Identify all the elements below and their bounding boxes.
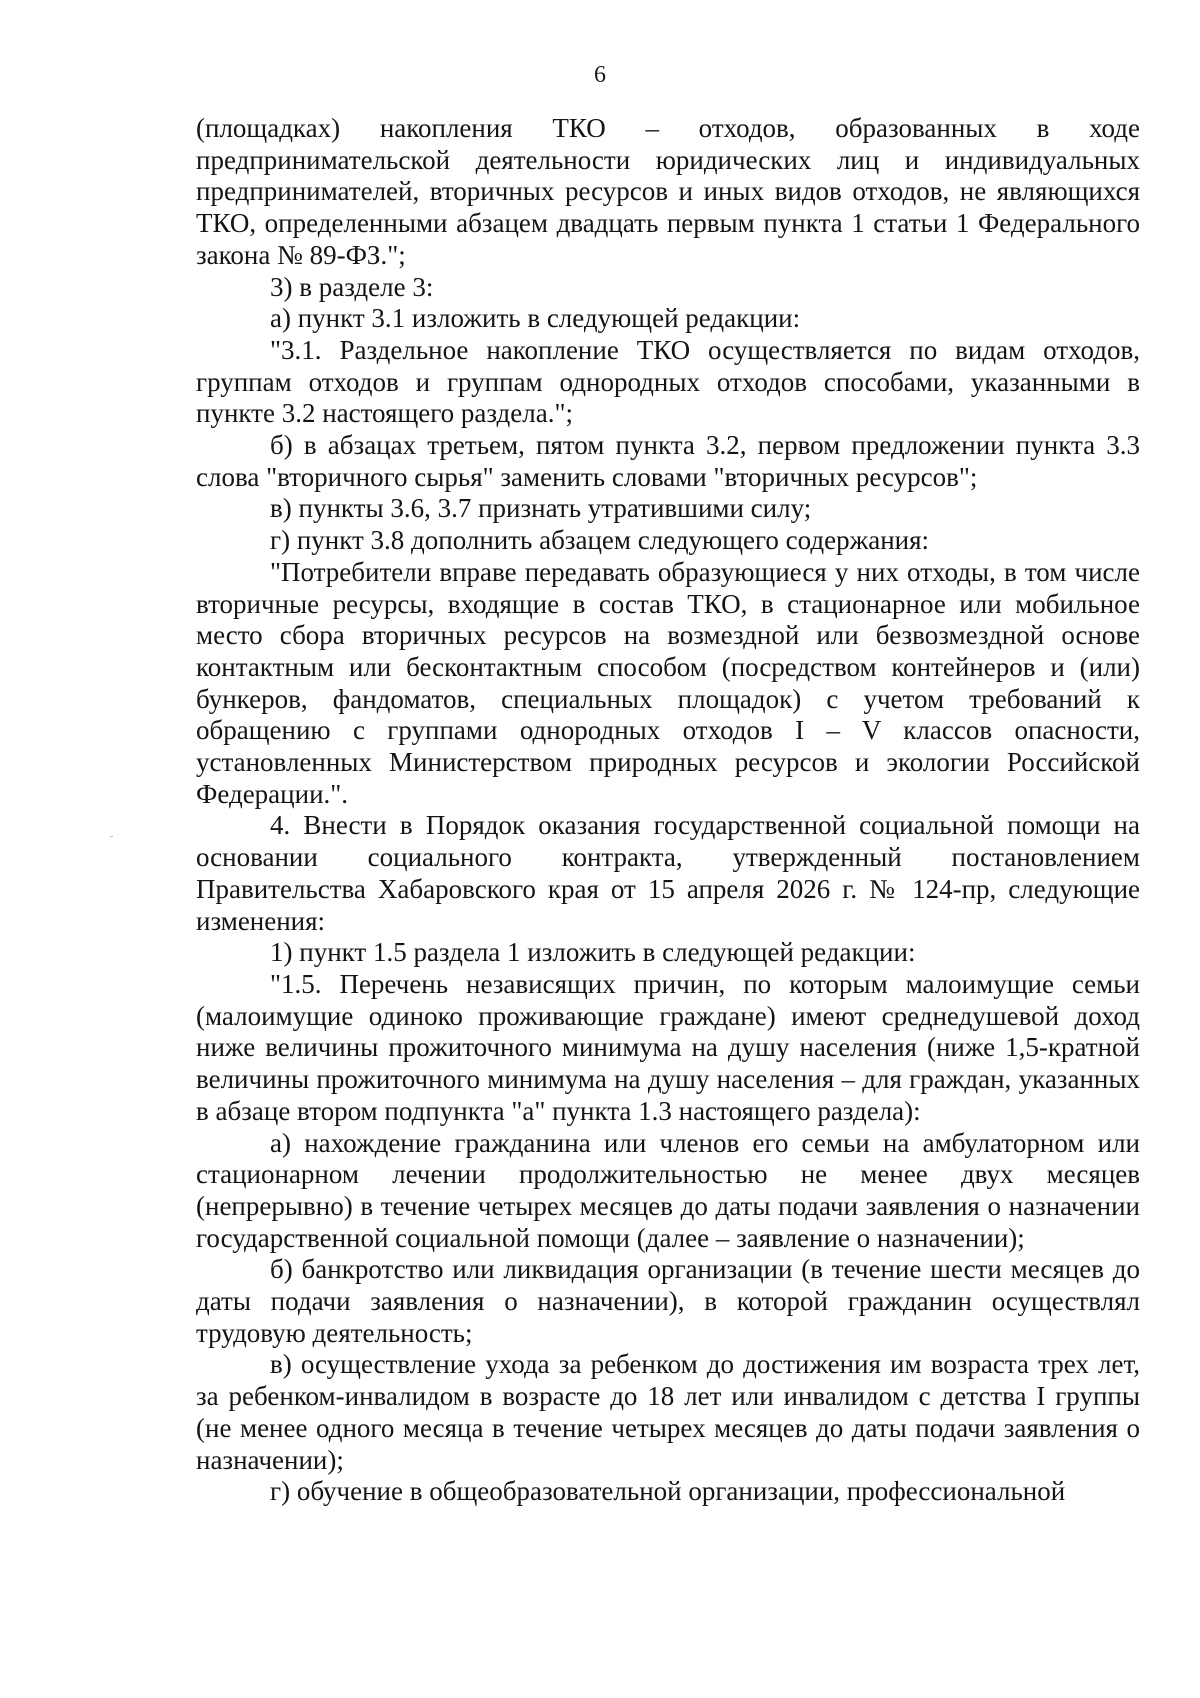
paragraph: "3.1. Раздельное накопление ТКО осуществляется по видам отходов, группам отходов и группам однородных отходов способами, указанными в пункте 3.2 настоящего раздела."; (196, 334, 1140, 429)
paragraph: (площадках) накопления ТКО – отходов, образованных в ходе предпринимательской деятельности юридических лиц и индивидуальных предпринимателей, вторичных ресурсов и иных видов отходов, не являющихся ТКО, определенными абзацем двадцать первым пункта 1 статьи 1 Федерального закона № 89-ФЗ."; (196, 113, 1140, 270)
paragraph: б) в абзацах третьем, пятом пункта 3.2, первом предложении пункта 3.3 слова "вторичного сырья" заменить словами "вторичных ресурсов"; (196, 430, 1140, 492)
paragraph: г) пункт 3.8 дополнить абзацем следующего содержания: (270, 525, 930, 556)
paragraph: 1) пункт 1.5 раздела 1 изложить в следующей редакции: (270, 937, 916, 968)
paragraph: 4. Внести в Порядок оказания государственной социальной помощи на основании социального контракта, утвержденный постановлением Правительства Хабаровского края от 15 апреля 2026 г. № 124-пр, следующие изменения: (196, 810, 1140, 936)
document-body (196, 113, 1140, 1508)
paragraph: г) обучение в общеобразовательной организации, профессиональной (270, 1476, 1066, 1507)
paragraph: "1.5. Перечень независящих причин, по которым малоимущие семьи (малоимущие одиноко проживающие граждане) имеют среднедушевой доход ниже величины прожиточного минимума на душу населения (ниже 1,5-кратной величины прожиточного минимума на душу населения – для граждан, указанных в абзаце втором подпункта "а" пункта 1.3 настоящего раздела): (196, 968, 1140, 1126)
paragraph: а) нахождение гражданина или членов его семьи на амбулаторном или стационарном лечении продолжительностью не менее двух месяцев (непрерывно) в течение четырех месяцев до даты подачи заявления о назначении государственной социальной помощи (далее – заявление о назначении); (196, 1127, 1140, 1253)
paragraph: 3) в разделе 3: (270, 271, 434, 302)
paragraph: а) пункт 3.1 изложить в следующей редакции: (270, 303, 801, 334)
page-number: 6 (594, 62, 606, 88)
paragraph: "Потребители вправе передавать образующиеся у них отходы, в том числе вторичные ресурсы, входящие в состав ТКО, в стационарное или мобильное место сбора вторичных ресурсов на возмездной или безвозмездной основе контактным или бесконтактным способом (посредством контейнеров и (или) бункеров, фандоматов, специальных площадок) с учетом требований к обращению с группами однородных отходов I – V классов опасности, установленных Министерством природных ресурсов и экологии Российской Федерации.". (196, 556, 1140, 809)
paragraph: в) осуществление ухода за ребенком до достижения им возраста трех лет, за ребенком-инвалидом в возрасте до 18 лет или инвалидом с детства I группы (не менее одного месяца в течение четырех месяцев до даты подачи заявления о назначении); (196, 1349, 1140, 1475)
scan-artifact (110, 836, 113, 837)
paragraph: б) банкротство или ликвидация организации (в течение шести месяцев до даты подачи заявления о назначении), в которой гражданин осуществлял трудовую деятельность; (196, 1254, 1140, 1348)
paragraph: в) пункты 3.6, 3.7 признать утратившими силу; (270, 493, 812, 524)
